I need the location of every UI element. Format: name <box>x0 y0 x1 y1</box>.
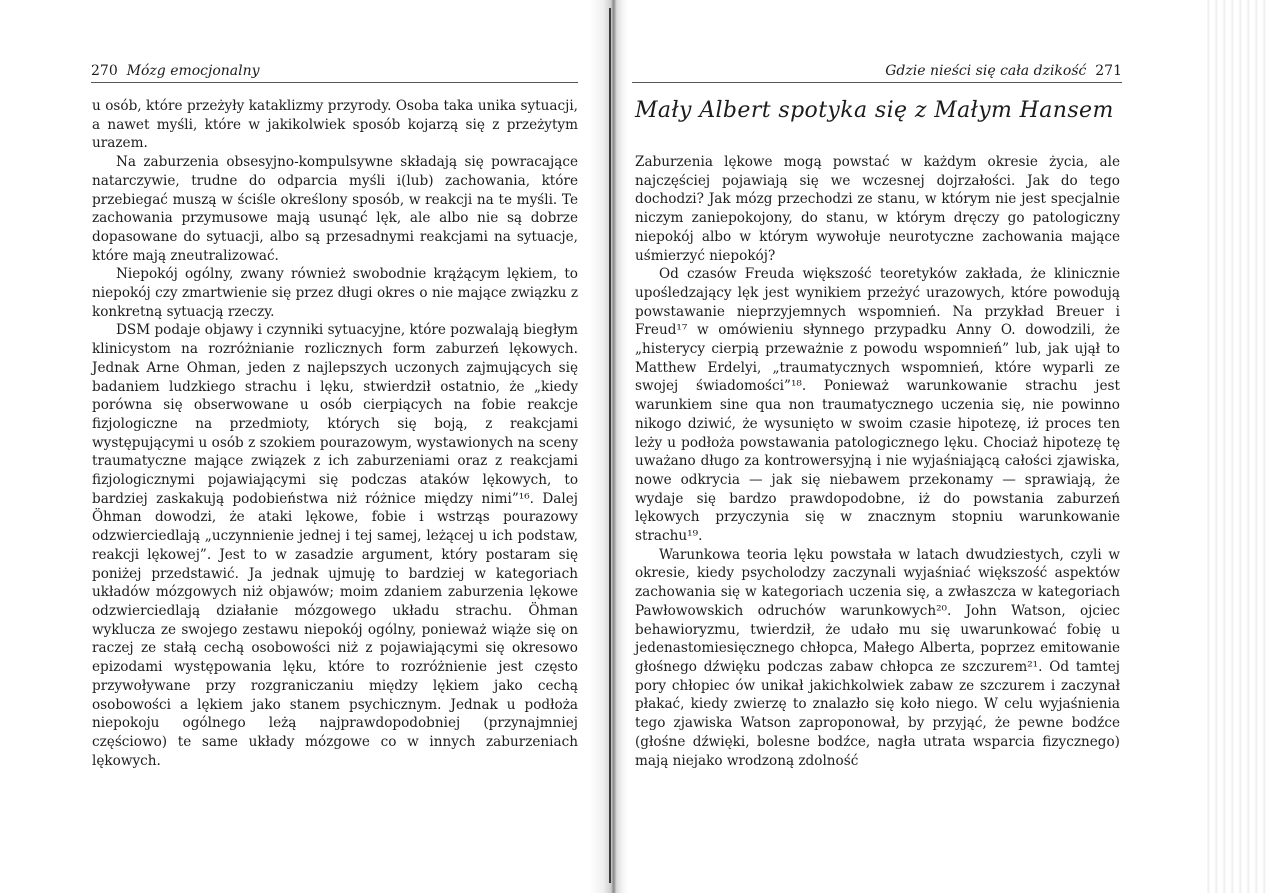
left-page-number: 270 <box>91 63 118 79</box>
book-spine-line <box>609 8 611 883</box>
right-running-head <box>632 62 1122 83</box>
left-running-title: Mózg emocjonalny <box>126 63 260 79</box>
right-page <box>620 0 1266 893</box>
right-page-number: 271 <box>1095 63 1122 79</box>
right-paragraph-1: Zaburzenia lękowe mogą powstać w każdym okresie życia, ale najczęściej pojawiają się we wczesnej dojrzałości. Jak do tego dochodzi? Jak mózg przechodzi ze stanu, w którym nie jest specjalnie niczym zaniepokojony, do stanu, w którym dręczy go patologiczny niepokój albo w którym wywołuje neurotyczne zachowania mające uśmierzyć niepokój? <box>635 154 1120 264</box>
section-title: Mały Albert spotyka się z Małym Hansem <box>635 98 1114 123</box>
left-paragraph-2: Na zaburzenia obsesyjno-kompulsywne składają się powracające natarczywie, trudne do odparcia myśli i(lub) zachowania, które przebiegać muszą w ściśle określony sposób, w reakcji na te myśli. Te zachowania przymusowe mają usunąć lęk, ale albo nie są dobrze dopasowane do sytuacji, albo są przesadnymi reakcjami na sytuacje, które mają zneutralizować. <box>92 154 578 264</box>
left-text-column <box>92 97 578 770</box>
right-paragraph-2: Od czasów Freuda większość teoretyków zakłada, że klinicznie upośledzający lęk jest wynikiem przeżyć urazowych, które powodują powstawanie nieprzyjemnych wspomnień. Na przykład Breuer i Freud¹⁷ w omówieniu słynnego przypadku Anny O. dowodzili, że „histerycy cierpią przeważnie z powodu wspomnień” lub, jak ujął to Matthew Erdelyi, „traumatycznych wspomnień, które wyparli ze swojej świadomości”¹⁸. Ponieważ warunkowanie strachu jest warunkiem sine qua non traumatycznego uczenia się, nie powinno nikogo dziwić, że wysunięto w swoim czasie hipotezę, iż proces ten leży u podłoża powstawania patologicznego lęku. Chociaż hipotezę tę uważano długo za kontrowersyjną i nie wyjaśniającą całości zjawiska, nowe odkrycia — jak się niebawem przekonamy — sprawiają, że wydaje się bardzo prawdopodobne, iż do powstania zaburzeń lękowych przyczynia się w znacznym stopniu warunkowanie strachu¹⁹. <box>635 266 1120 545</box>
right-text-column <box>635 153 1120 770</box>
left-paragraph-3: Niepokój ogólny, zwany również swobodnie krążącym lękiem, to niepokój czy zmartwienie się przez długi okres o nie mające związku z konkretną sytuacją rzeczy. <box>92 266 578 320</box>
left-running-head <box>91 62 578 83</box>
right-paragraph-3: Warunkowa teoria lęku powstała w latach dwudziestych, czyli w okresie, kiedy psycholodzy zaczynali wyjaśniać większość aspektów zachowania się w kategoriach uczenia się, a zwłaszcza w kategoriach Pawłowowskich odruchów warunkowych²⁰. John Watson, ojciec behawioryzmu, twierdził, że udało mu się uwarunkować fobię u jedenastomiesięcznego chłopca, Małego Alberta, poprzez emitowanie głośnego dźwięku podczas zabaw chłopca ze szczurem²¹. Od tamtej pory chłopiec ów unikał jakichkolwiek zabaw ze szczurem i zaczynał płakać, kiedy zwierzę to znalazło się koło niego. W celu wyjaśnienia tego zjawiska Watson zaproponował, by przyjąć, że pewne bodźce (głośne dźwięki, bolesne bodźce, nagła utrata wsparcia fizycznego) mają niejako wrodzoną zdolność <box>635 546 1120 769</box>
left-paragraph-4: DSM podaje objawy i czynniki sytuacyjne, które pozwalają biegłym klinicystom na rozróżnianie rozlicznych form zaburzeń lękowych. Jednak Arne Ohman, jeden z najlepszych uczonych zajmujących się badaniem ludzkiego strachu i lęku, stwierdził ostatnio, że „kiedy porówna się obserwowane u osób cierpiących na fobie reakcje fizjologiczne na przedmioty, których się boją, z reakcjami występującymi u osób z szokiem pourazowym, wystawionych na sceny traumatyczne mające związek z ich zaburzeniami oraz z reakcjami fizjologicznymi pojawiającymi się podczas ataków lękowych, to bardziej zaskakują podobieństwa niż różnice między nimi”¹⁶. Dalej Öhman dowodzi, że ataki lękowe, fobie i wstrząs pourazowy odzwierciedlają „uczynnienie jednej i tej samej, leżącej u ich podstaw, reakcji lękowej”. Jest to w zasadzie argument, który postaram się poniżej przedstawić. Ja jednak ujmuję to bardziej w kategoriach układów mózgowych niż objawów; moim zdaniem zaburzenia lękowe odzwierciedlają działanie mózgowego układu strachu. Öhman wyklucza ze swojego zestawu niepokój ogólny, ponieważ wiąże się on raczej ze stałą cechą osobowości niż z pojawiającymi się okresowo epizodami występowania lęku, które to rozróżnienie jest często przywoływane przy rozgraniczaniu między lękiem jako cechą osobowości a lękiem jako stanem psychicznym. Jednak u podłoża niepokoju ogólnego leżą najprawdopodobniej (przynajmniej częściowo) te same układy mózgowe co w innych zaburzeniach lękowych. <box>92 322 578 769</box>
right-running-title: Gdzie nieści się cała dzikość <box>885 63 1087 79</box>
left-page <box>0 0 606 893</box>
left-paragraph-1: u osób, które przeżyły kataklizmy przyrody. Osoba taka unika sytuacji, a nawet myśli, które w jakikolwiek sposób kojarzą się z przeżytym urazem. <box>92 98 578 152</box>
